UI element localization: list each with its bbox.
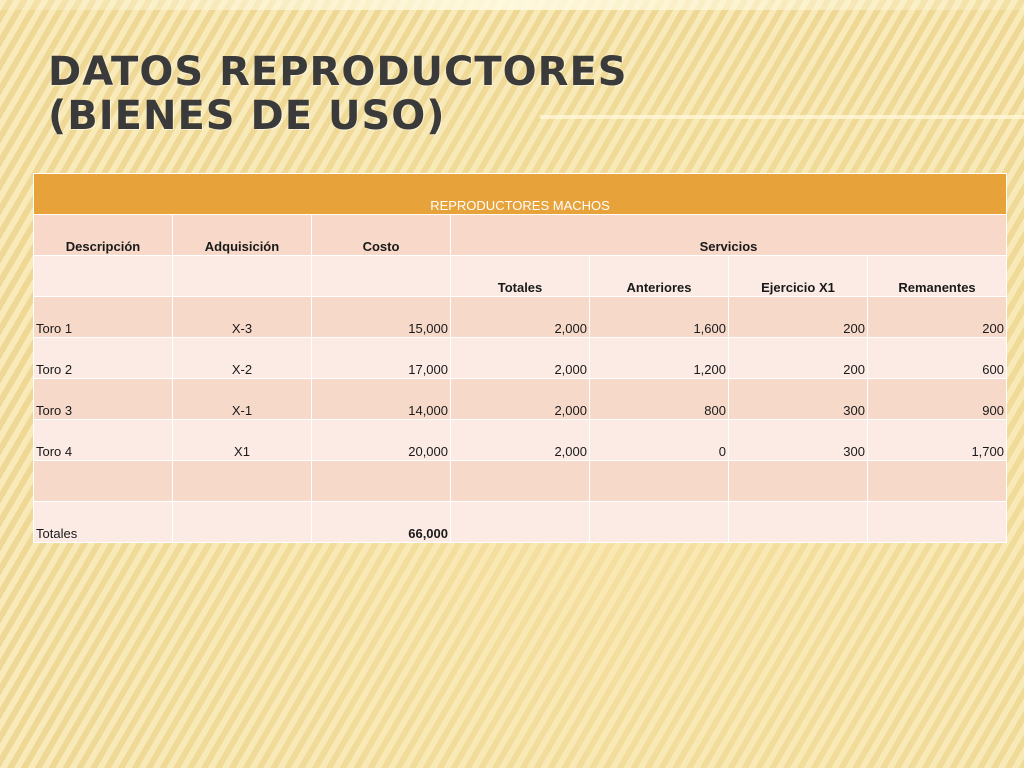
cell-anteriores: 0 (590, 420, 728, 460)
cell-totales: 2,000 (451, 338, 589, 378)
cell-ejercicio: 200 (729, 338, 867, 378)
empty-cell (451, 502, 589, 542)
cell-remanentes: 600 (868, 338, 1006, 378)
table-row-empty (34, 461, 1006, 501)
table-row (34, 297, 1006, 337)
cell-adquisicion: X1 (173, 420, 311, 460)
table-row (34, 379, 1006, 419)
reproductores-table (33, 173, 1007, 543)
table-banner-row (34, 174, 1006, 214)
table-banner: REPRODUCTORES MACHOS (34, 174, 1006, 214)
cell-totales: 2,000 (451, 420, 589, 460)
totals-label: Totales (34, 502, 172, 542)
cell-costo: 14,000 (312, 379, 450, 419)
empty-cell (312, 461, 450, 501)
empty-cell (173, 461, 311, 501)
header-servicios: Servicios (451, 215, 1006, 255)
subheader-empty-cell (173, 256, 311, 296)
subheader-empty-cell (34, 256, 172, 296)
empty-cell (729, 461, 867, 501)
cell-descripcion: Toro 3 (34, 379, 172, 419)
table-row (34, 420, 1006, 460)
table-header-row (34, 215, 1006, 255)
empty-cell (34, 461, 172, 501)
decorative-top-rule (0, 0, 1024, 10)
empty-cell (590, 502, 728, 542)
cell-anteriores: 1,200 (590, 338, 728, 378)
header-descripcion: Descripción (34, 215, 172, 255)
subheader-empty-cell (312, 256, 450, 296)
empty-cell (868, 461, 1006, 501)
slide-title-line-1: DATOS REPRODUCTORES (48, 49, 628, 95)
cell-ejercicio: 300 (729, 379, 867, 419)
empty-cell (173, 502, 311, 542)
slide-title-line-2: (BIENES DE USO) (48, 93, 446, 139)
table-row (34, 338, 1006, 378)
cell-remanentes: 200 (868, 297, 1006, 337)
cell-costo: 17,000 (312, 338, 450, 378)
cell-ejercicio: 300 (729, 420, 867, 460)
empty-cell (868, 502, 1006, 542)
cell-remanentes: 900 (868, 379, 1006, 419)
empty-cell (590, 461, 728, 501)
cell-costo: 20,000 (312, 420, 450, 460)
cell-descripcion: Toro 4 (34, 420, 172, 460)
cell-anteriores: 1,600 (590, 297, 728, 337)
totals-costo: 66,000 (312, 502, 450, 542)
cell-ejercicio: 200 (729, 297, 867, 337)
cell-descripcion: Toro 2 (34, 338, 172, 378)
cell-adquisicion: X-3 (173, 297, 311, 337)
subheader-ejercicio: Ejercicio X1 (729, 256, 867, 296)
cell-adquisicion: X-1 (173, 379, 311, 419)
cell-totales: 2,000 (451, 379, 589, 419)
table-subheader-row (34, 256, 1006, 296)
subheader-remanentes: Remanentes (868, 256, 1006, 296)
subheader-totales: Totales (451, 256, 589, 296)
header-adquisicion: Adquisición (173, 215, 311, 255)
cell-costo: 15,000 (312, 297, 450, 337)
cell-remanentes: 1,700 (868, 420, 1006, 460)
slide-title (48, 50, 628, 138)
cell-totales: 2,000 (451, 297, 589, 337)
cell-adquisicion: X-2 (173, 338, 311, 378)
cell-descripcion: Toro 1 (34, 297, 172, 337)
empty-cell (729, 502, 867, 542)
table-totals-row (34, 502, 1006, 542)
empty-cell (451, 461, 589, 501)
subheader-anteriores: Anteriores (590, 256, 728, 296)
cell-anteriores: 800 (590, 379, 728, 419)
header-costo: Costo (312, 215, 450, 255)
